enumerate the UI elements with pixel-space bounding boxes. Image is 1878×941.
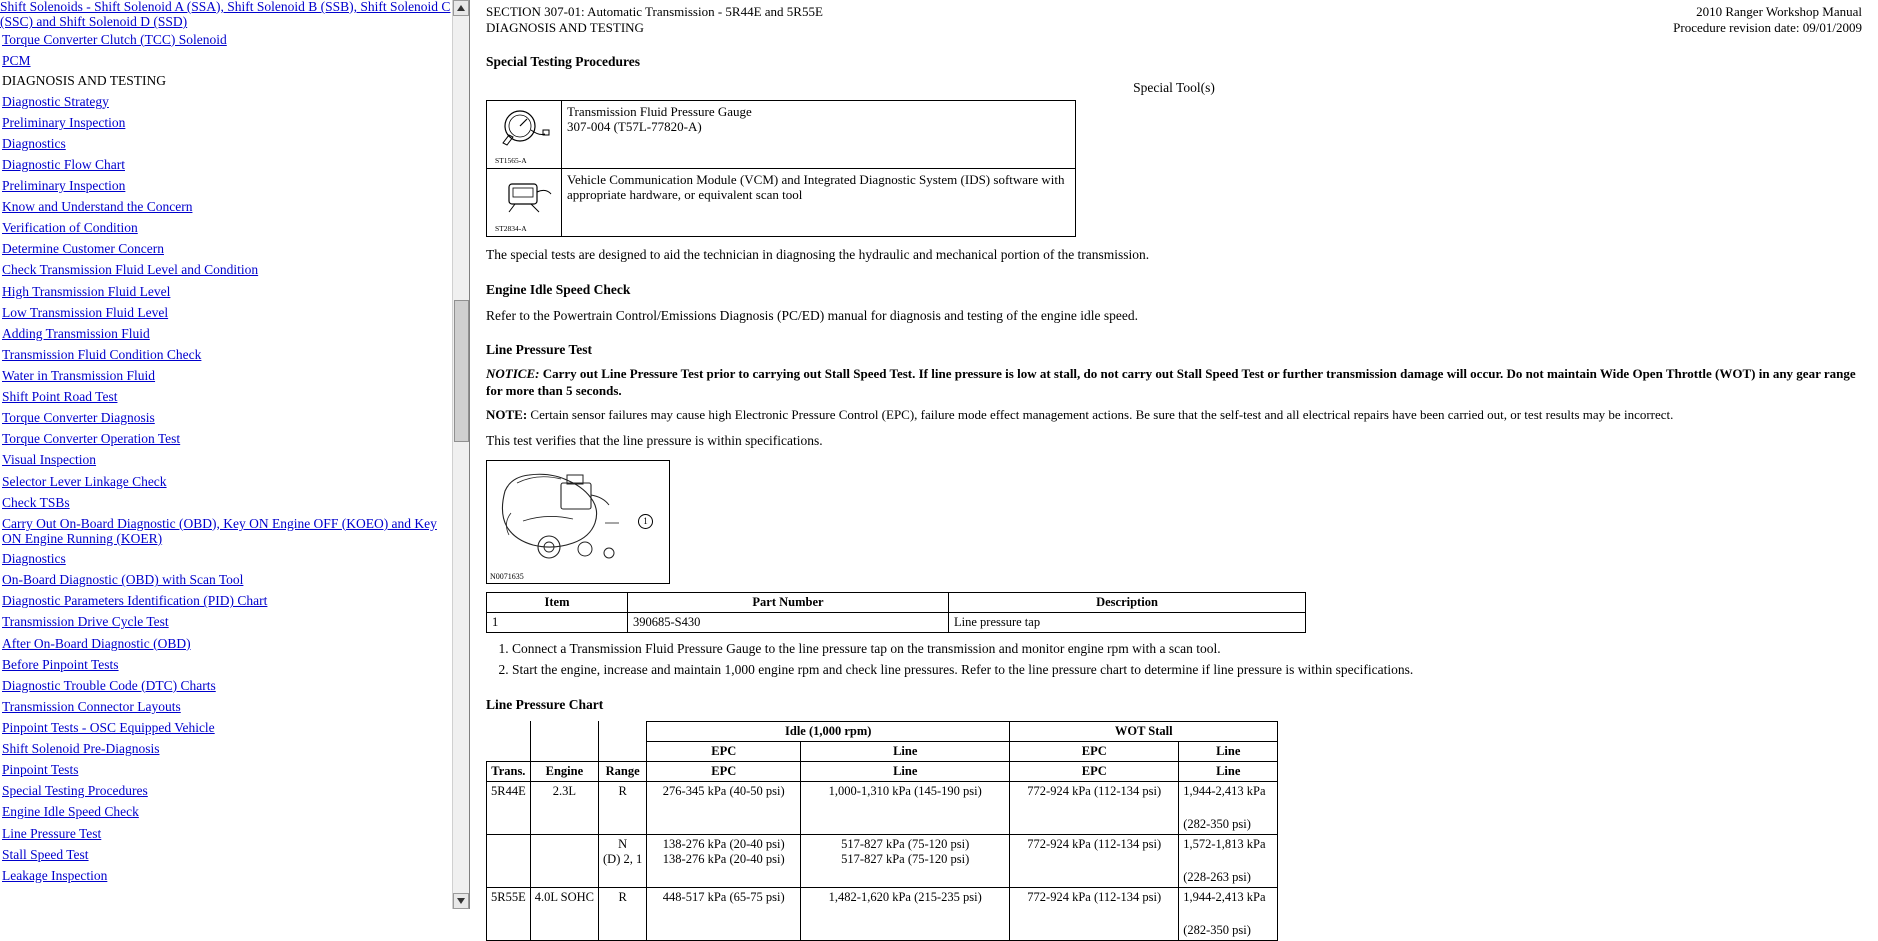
spacer-cell-2: [530, 721, 598, 761]
list-item: [2, 675, 452, 696]
heading-special-testing-procedures: Special Testing Procedures: [486, 53, 641, 69]
table-of-contents-sidebar[interactable]: [0, 0, 452, 909]
list-item: [2, 570, 452, 591]
sidebar-item-21[interactable]: Selector Lever Linkage Check: [2, 473, 167, 489]
tool-caption-1: ST2834-A: [495, 223, 527, 233]
sidebar-item-36[interactable]: Engine Idle Speed Check: [2, 804, 139, 820]
list-item: [2, 865, 452, 886]
step-1: 1. Connect a Transmission Fluid Pressure Gauge to the line pressure tap on the transmission and monitor engine rpm with a scan tool.: [512, 641, 1862, 658]
tool-name-0: Transmission Fluid Pressure Gauge: [567, 103, 752, 119]
intro-paragraph: The special tests are designed to aid the technician in diagnosing the hydraulic and mechanical portion of the transmission.: [486, 246, 1150, 262]
idle-epc-1a: 138-276 kPa (20-40 psi): [662, 836, 785, 851]
cell-trans-2: 5R55E: [487, 887, 531, 940]
sidebar-item-4[interactable]: Preliminary Inspection: [2, 114, 126, 130]
list-item: [2, 739, 452, 760]
table-row: [487, 834, 1278, 887]
sidebar-item-34[interactable]: Pinpoint Tests: [2, 762, 79, 778]
col-header-engine: Engine: [530, 761, 598, 781]
manual-title: 2010 Ranger Workshop Manual: [1696, 4, 1862, 19]
tool-image-cell-0: [487, 100, 562, 168]
engine-idle-paragraph: Refer to the Powertrain Control/Emissions Diagnosis (PC/ED) manual for diagnosis and testing of the engine idle speed.: [486, 307, 1139, 323]
cell-trans-1: [487, 834, 531, 887]
tool-description-cell-1: [562, 168, 1076, 236]
sidebar-item-23[interactable]: Carry Out On-Board Diagnostic (OBD), Key ON Engine OFF (KOEO) and Key ON Engine Running (KOER): [2, 515, 437, 546]
col-header-description: Description: [949, 593, 1306, 613]
list-item: [2, 365, 452, 386]
sidebar-item-6[interactable]: Diagnostic Flow Chart: [2, 156, 125, 172]
spacer-cell: [487, 721, 531, 761]
notice-paragraph: [486, 366, 1862, 399]
sidebar-item-19[interactable]: Torque Converter Operation Test: [2, 431, 181, 447]
toc-list: [0, 29, 452, 886]
sidebar-item-24[interactable]: Diagnostics: [2, 551, 66, 567]
list-item: [2, 612, 452, 633]
list-item: [2, 781, 452, 802]
group-header-wot: WOT Stall: [1010, 721, 1278, 741]
list-item: [2, 302, 452, 323]
sidebar-item-15[interactable]: Transmission Fluid Condition Check: [2, 346, 202, 362]
sidebar-item-12[interactable]: High Transmission Fluid Level: [2, 283, 171, 299]
list-item: [2, 408, 452, 429]
list-item: [2, 281, 452, 302]
list-item: [2, 218, 452, 239]
list-item: [2, 696, 452, 717]
table-row: [487, 613, 1306, 633]
cell-idle-line-1: [801, 834, 1010, 887]
sidebar-item-35[interactable]: Special Testing Procedures: [2, 783, 148, 799]
list-item: [2, 386, 452, 407]
range-value-1a: N: [618, 836, 628, 851]
list-item: [2, 549, 452, 570]
note-label: NOTE:: [486, 406, 528, 422]
sidebar-item-39[interactable]: Leakage Inspection: [2, 867, 108, 883]
item-part-description-table: [486, 592, 1306, 633]
list-item: [2, 344, 452, 365]
cell-description: Line pressure tap: [949, 613, 1306, 633]
sidebar-item-18[interactable]: Torque Converter Diagnosis: [2, 410, 155, 426]
tool-description-cell-0: [562, 100, 1076, 168]
list-item: [2, 429, 452, 450]
tool-image-cell-1: [487, 168, 562, 236]
table-subheader-row: [487, 761, 1278, 781]
list-item: [2, 196, 452, 217]
list-item: [2, 91, 452, 112]
col-header-item: Item: [487, 593, 628, 613]
tool-name-1: Vehicle Communication Module (VCM) and Integrated Diagnostic System (IDS) software with appropriate hardware, or equivalent scan tool: [567, 171, 1065, 203]
table-row: [487, 887, 1278, 940]
sidebar-item-shift-solenoids[interactable]: Shift Solenoids - Shift Solenoid A (SSA), Shift Solenoid B (SSB), Shift Solenoid C (SSC) and Shift Solenoid D (SSD): [0, 0, 451, 30]
pressure-gauge-icon: [493, 104, 555, 156]
wot-line-psi-2: (282-350 psi): [1183, 922, 1251, 937]
wot-line-psi-0: (282-350 psi): [1183, 816, 1251, 831]
sidebar-item-29[interactable]: Before Pinpoint Tests: [2, 656, 119, 672]
col-header-wot-line: Line: [1179, 741, 1278, 761]
spacer-cell-3: [599, 721, 647, 761]
cell-part-number: 390685-S430: [628, 613, 949, 633]
cell-item: 1: [487, 613, 628, 633]
sidebar-heading-diagnosis-and-testing: DIAGNOSIS AND TESTING: [2, 73, 167, 89]
scrollbar-thumb[interactable]: [454, 300, 469, 442]
sidebar-item-17[interactable]: Shift Point Road Test: [2, 389, 118, 405]
heading-line-pressure-test: Line Pressure Test: [486, 342, 593, 358]
cell-range-0: R: [599, 781, 647, 834]
sidebar-item-37[interactable]: Line Pressure Test: [2, 825, 102, 841]
sidebar-item-0[interactable]: Torque Converter Clutch (TCC) Solenoid: [2, 31, 227, 47]
sidebar-item-8[interactable]: Know and Understand the Concern: [2, 199, 193, 215]
line-pressure-tap-figure: [486, 460, 670, 584]
sidebar-item-1[interactable]: PCM: [2, 52, 31, 68]
header-section-info: [486, 4, 823, 36]
col-header-idle-epc-2: EPC: [647, 761, 801, 781]
cell-idle-epc-1: [647, 834, 801, 887]
document-content: [470, 0, 1878, 937]
section-line-1: SECTION 307-01: Automatic Transmission - 5R44E and 5R55E: [486, 4, 823, 19]
document-header: [486, 4, 1862, 36]
sidebar-item-22[interactable]: Check TSBs: [2, 494, 70, 510]
col-header-idle-line-2: Line: [801, 761, 1010, 781]
list-item: [2, 633, 452, 654]
sidebar-item-3[interactable]: Diagnostic Strategy: [2, 93, 109, 109]
notice-label: NOTICE:: [486, 366, 540, 382]
tool-caption-0: ST1565-A: [495, 155, 527, 165]
procedure-steps: [512, 641, 1862, 679]
scroll-down-arrow-icon[interactable]: [453, 893, 469, 909]
col-header-wot-epc-2: EPC: [1010, 761, 1179, 781]
list-item: [2, 133, 452, 154]
table-row: [487, 100, 1076, 168]
range-value-1b: (D) 2, 1: [603, 851, 643, 866]
sidebar-item-7[interactable]: Preliminary Inspection: [2, 177, 126, 193]
figure-id-label: N0071635: [490, 572, 524, 582]
heading-engine-idle-speed-check: Engine Idle Speed Check: [486, 281, 631, 297]
list-item: [2, 823, 452, 844]
list-item: [2, 717, 452, 738]
group-header-idle: Idle (1,000 rpm): [647, 721, 1010, 741]
list-item: [2, 802, 452, 823]
sidebar-item-32[interactable]: Pinpoint Tests - OSC Equipped Vehicle: [2, 720, 215, 735]
sidebar-item-9[interactable]: Verification of Condition: [2, 220, 138, 236]
col-header-trans: Trans.: [487, 761, 531, 781]
list-item: [2, 492, 452, 513]
triangle-up-icon: [457, 5, 465, 11]
cell-engine-2: 4.0L SOHC: [530, 887, 598, 940]
idle-line-1a: 517-827 kPa (75-120 psi): [841, 836, 970, 851]
wot-line-value-2: 1,944-2,413 kPa: [1183, 889, 1266, 904]
sidebar-item-33[interactable]: Shift Solenoid Pre-Diagnosis: [2, 741, 160, 757]
sidebar-item-16[interactable]: Water in Transmission Fluid: [2, 367, 156, 383]
cell-wot-line-0: [1179, 781, 1278, 834]
list-item: [2, 654, 452, 675]
cell-wot-line-2: [1179, 887, 1278, 940]
cell-idle-line-0: 1,000-1,310 kPa (145-190 psi): [801, 781, 1010, 834]
notice-text: Carry out Line Pressure Test prior to carrying out Stall Speed Test. If line pressure is low at stall, do not carry out Stall Speed Test or further transmission damage will occur. Do not maintain Wide Open Throttle (WOT) in any gear range for more than 5 seconds.: [486, 366, 1856, 398]
sidebar-item-14[interactable]: Adding Transmission Fluid: [2, 325, 150, 341]
sidebar-item-10[interactable]: Determine Customer Concern: [2, 241, 164, 257]
cell-range-1: [599, 834, 647, 887]
wot-line-value-0: 1,944-2,413 kPa: [1183, 783, 1266, 798]
table-header-row: [487, 593, 1306, 613]
special-tools-label: Special Tool(s): [1133, 79, 1215, 95]
sidebar-item-5[interactable]: Diagnostics: [2, 135, 66, 151]
sidebar-item-31[interactable]: Transmission Connector Layouts: [2, 698, 181, 714]
cell-idle-epc-0: 276-345 kPa (40-50 psi): [647, 781, 801, 834]
col-header-wot-line-2: Line: [1179, 761, 1278, 781]
list-item: [2, 29, 452, 50]
sidebar-item-27[interactable]: Transmission Drive Cycle Test: [2, 614, 169, 630]
scan-tool-icon: [493, 172, 555, 224]
sidebar-scrollbar[interactable]: [452, 0, 470, 909]
cell-idle-line-2: 1,482-1,620 kPa (215-235 psi): [801, 887, 1010, 940]
revision-date: Procedure revision date: 09/01/2009: [1673, 19, 1862, 35]
list-item: [2, 591, 452, 612]
list-item: [2, 760, 452, 781]
table-row: [487, 781, 1278, 834]
idle-epc-1b: 138-276 kPa (20-40 psi): [662, 851, 785, 866]
idle-line-1b: 517-827 kPa (75-120 psi): [841, 851, 970, 866]
heading-line-pressure-chart: Line Pressure Chart: [486, 696, 604, 712]
special-tools-table: [486, 100, 1076, 237]
verify-paragraph: This test verifies that the line pressure is within specifications.: [486, 433, 823, 449]
list-item: [2, 513, 452, 548]
list-item: [2, 175, 452, 196]
col-header-part-number: Part Number: [628, 593, 949, 613]
step-2: 2. Start the engine, increase and maintain 1,000 engine rpm and check line pressures. Refer to the line pressure chart to determine if line pressure is within specifications.: [512, 662, 1862, 679]
header-manual-info: [1673, 4, 1862, 36]
col-header-range: Range: [599, 761, 647, 781]
list-item: [2, 323, 452, 344]
sidebar-item-30[interactable]: Diagnostic Trouble Code (DTC) Charts: [2, 677, 216, 693]
figure-callout-1: 1: [638, 514, 653, 529]
tool-number-0: 307-004 (T57L-77820-A): [567, 119, 702, 135]
list-item: [2, 450, 452, 471]
col-header-idle-epc: EPC: [647, 741, 801, 761]
sidebar-item-25[interactable]: On-Board Diagnostic (OBD) with Scan Tool: [2, 572, 244, 588]
list-item: [2, 844, 452, 865]
list-item: [2, 239, 452, 260]
line-pressure-chart-table: [486, 721, 1278, 941]
sidebar-item-26[interactable]: Diagnostic Parameters Identification (PID) Chart: [2, 593, 268, 609]
sidebar-item-38[interactable]: Stall Speed Test: [2, 846, 89, 862]
cell-idle-epc-2: 448-517 kPa (65-75 psi): [647, 887, 801, 940]
cell-wot-line-1: [1179, 834, 1278, 887]
wot-line-psi-1: (228-263 psi): [1183, 869, 1251, 884]
scroll-up-arrow-icon[interactable]: [453, 0, 469, 16]
sidebar-item-28[interactable]: After On-Board Diagnostic (OBD): [2, 635, 191, 651]
list-item: [2, 112, 452, 133]
cell-engine-0: 2.3L: [530, 781, 598, 834]
list-item: [2, 260, 452, 281]
cell-wot-epc-0: 772-924 kPa (112-134 psi): [1010, 781, 1179, 834]
note-text: Certain sensor failures may cause high Electronic Pressure Control (EPC), failure mode effect management actions. Be sure that the self-test and all electrical repairs have been carried out, or test results may be incorrect.: [530, 406, 1674, 422]
list-item: [2, 50, 452, 71]
sidebar-item-13[interactable]: Low Transmission Fluid Level: [2, 304, 169, 320]
sidebar-item-11[interactable]: Check Transmission Fluid Level and Condition: [2, 262, 259, 278]
table-group-header-row: [487, 721, 1278, 741]
note-paragraph: [486, 407, 1862, 423]
list-item: [2, 154, 452, 175]
cell-range-2: R: [599, 887, 647, 940]
list-item: [2, 471, 452, 492]
sidebar-item-20[interactable]: Visual Inspection: [2, 452, 97, 468]
section-line-2: DIAGNOSIS AND TESTING: [486, 19, 644, 35]
cell-wot-epc-1: 772-924 kPa (112-134 psi): [1010, 834, 1179, 887]
cell-engine-1: [530, 834, 598, 887]
cell-wot-epc-2: 772-924 kPa (112-134 psi): [1010, 887, 1179, 940]
wot-line-value-1: 1,572-1,813 kPa: [1183, 836, 1266, 851]
col-header-wot-epc: EPC: [1010, 741, 1179, 761]
col-header-idle-line: Line: [801, 741, 1010, 761]
triangle-down-icon: [457, 898, 465, 904]
table-row: [487, 168, 1076, 236]
cell-trans-0: 5R44E: [487, 781, 531, 834]
